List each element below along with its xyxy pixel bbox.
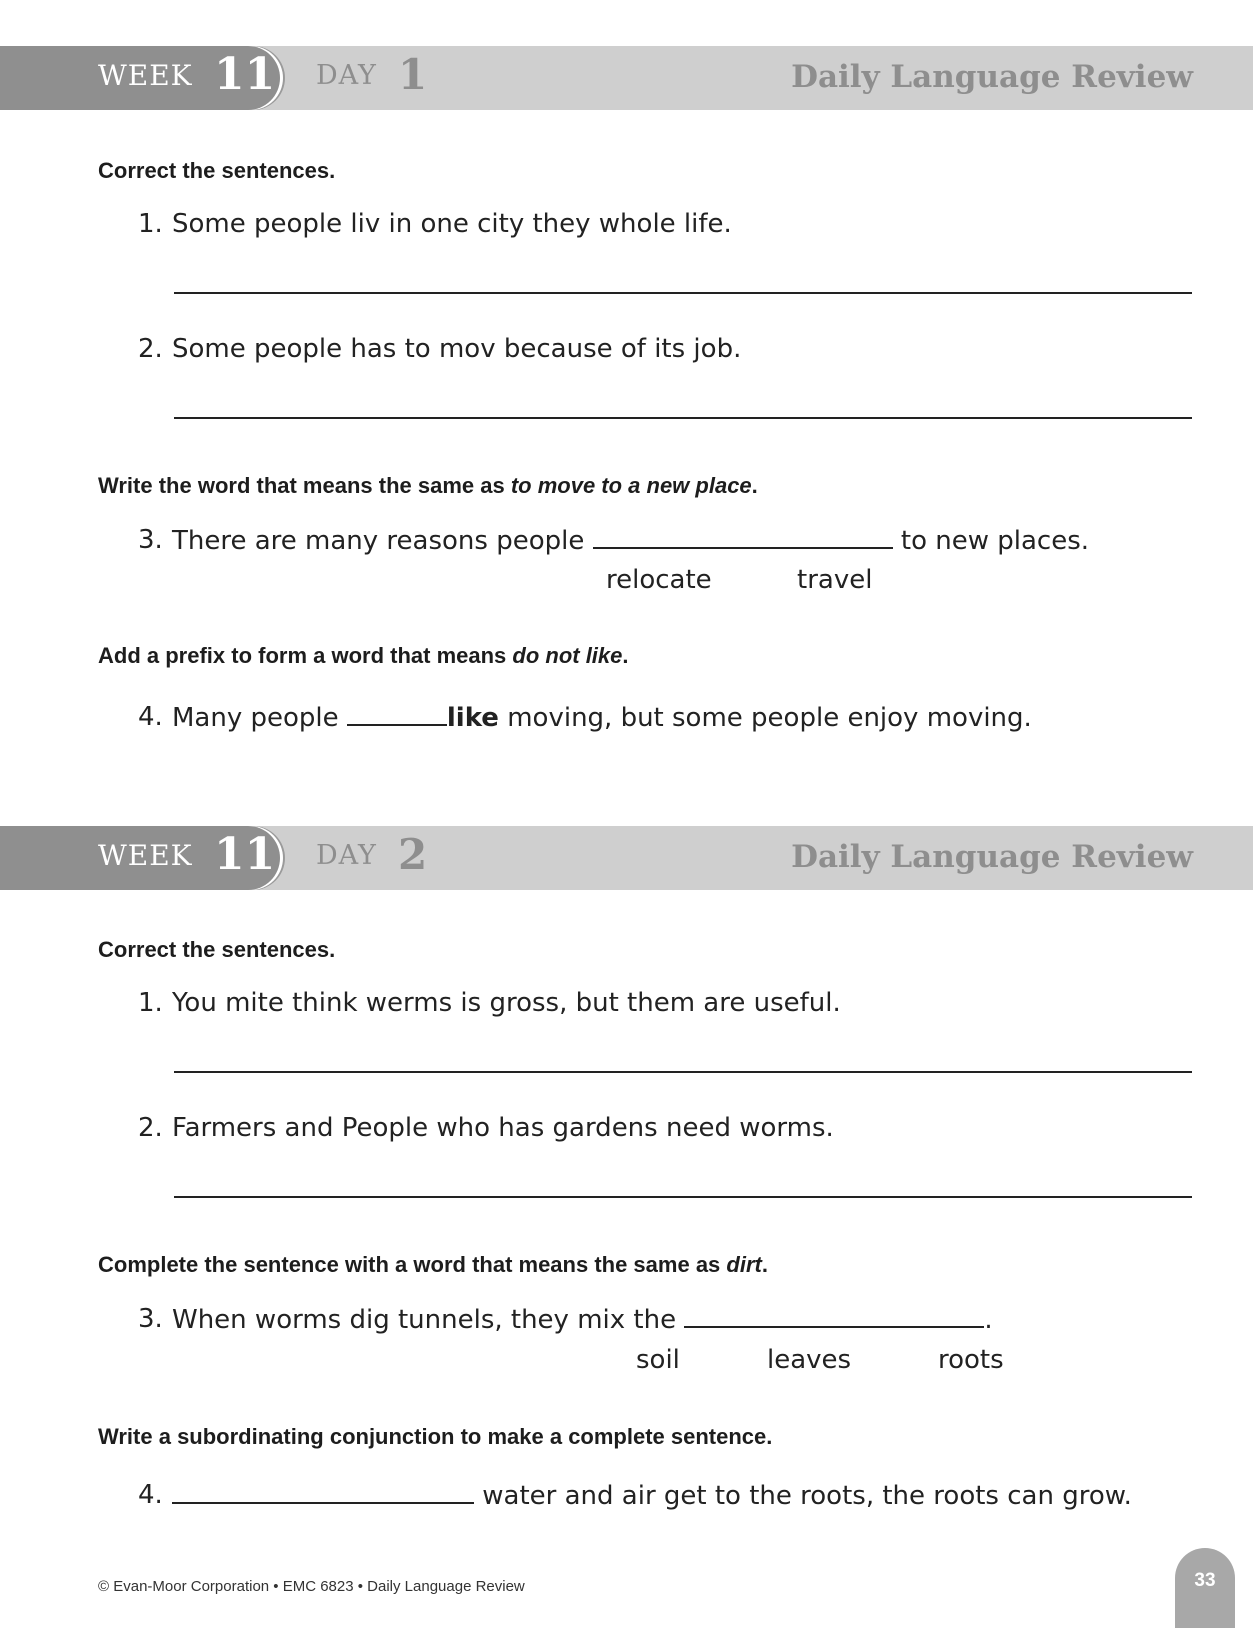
question-text-after: . (984, 1305, 993, 1335)
question-text-after: moving, but some people enjoy moving. (498, 703, 1032, 733)
week-label: WEEK (98, 59, 193, 92)
instruction-emphasis: dirt (726, 1252, 762, 1277)
day1-header-band (0, 46, 1253, 110)
instruction-text: Complete the sentence with a word that means the same as (98, 1252, 727, 1277)
instruction (98, 643, 629, 669)
instruction (98, 473, 758, 499)
question-text-after: to new places. (892, 526, 1090, 556)
answer-line[interactable] (174, 1196, 1192, 1198)
question-number: 3. (138, 525, 163, 555)
word-choice: leaves (767, 1345, 852, 1375)
question-text: Some people liv in one city they whole life. (172, 209, 732, 239)
question-text (172, 525, 1089, 556)
root-word: like (446, 703, 499, 733)
section-title: Daily Language Review (791, 839, 1193, 875)
instruction-text: Add a prefix to form a word that means (98, 643, 513, 668)
week-label: WEEK (98, 839, 193, 872)
question-number: 4. (138, 702, 163, 732)
instruction: Write a subordinating conjunction to make a complete sentence. (98, 1424, 773, 1449)
word-choice: roots (938, 1345, 1004, 1375)
week-number: 11 (214, 829, 276, 880)
answer-line[interactable] (174, 1071, 1192, 1073)
answer-blank[interactable] (347, 702, 447, 726)
answer-blank[interactable] (684, 1304, 984, 1328)
section-title: Daily Language Review (791, 59, 1193, 95)
instruction (98, 1252, 768, 1278)
week-number: 11 (214, 49, 276, 100)
day2-header-band (0, 826, 1253, 890)
question-number: 4. (138, 1480, 163, 1510)
question-text (172, 702, 1032, 733)
answer-line[interactable] (174, 292, 1192, 294)
answer-line[interactable] (174, 417, 1192, 419)
question-text: Farmers and People who has gardens need worms. (172, 1113, 834, 1143)
question-text: Some people has to mov because of its job. (172, 334, 742, 364)
word-choice: soil (636, 1345, 680, 1375)
instruction-text: Write the word that means the same as (98, 473, 511, 498)
question-number: 1. (138, 988, 163, 1018)
instruction: Correct the sentences. (98, 937, 336, 962)
day-label: DAY (316, 60, 377, 91)
question-text: You mite think werms is gross, but them are useful. (172, 988, 841, 1018)
day-number: 1 (398, 50, 428, 99)
instruction-text: . (761, 1252, 768, 1277)
instruction-text: . (622, 643, 629, 668)
instruction-emphasis: to move to a new place (510, 473, 752, 498)
word-choice: travel (797, 565, 873, 595)
week-tab (0, 46, 280, 110)
question-text (172, 1480, 1132, 1511)
week-tab (0, 826, 280, 890)
question-number: 2. (138, 1113, 163, 1143)
question-text-before: When worms dig tunnels, they mix the (172, 1305, 685, 1335)
instruction-emphasis: do not like (512, 643, 623, 668)
answer-blank[interactable] (593, 525, 893, 549)
copyright-footer: © Evan-Moor Corporation • EMC 6823 • Daily Language Review (98, 1578, 525, 1595)
answer-blank[interactable] (172, 1480, 474, 1504)
question-text-before: There are many reasons people (172, 526, 593, 556)
instruction-text: . (751, 473, 758, 498)
day-label: DAY (316, 840, 377, 871)
question-number: 1. (138, 209, 163, 239)
question-text-after: water and air get to the roots, the roots can grow. (474, 1481, 1132, 1511)
instruction: Correct the sentences. (98, 158, 336, 183)
day-number: 2 (398, 830, 428, 879)
page-number-tab: 33 (1175, 1548, 1235, 1628)
question-text-before: Many people (172, 703, 347, 733)
question-text (172, 1304, 993, 1335)
question-number: 2. (138, 334, 163, 364)
question-number: 3. (138, 1304, 163, 1334)
word-choice: relocate (606, 565, 712, 595)
